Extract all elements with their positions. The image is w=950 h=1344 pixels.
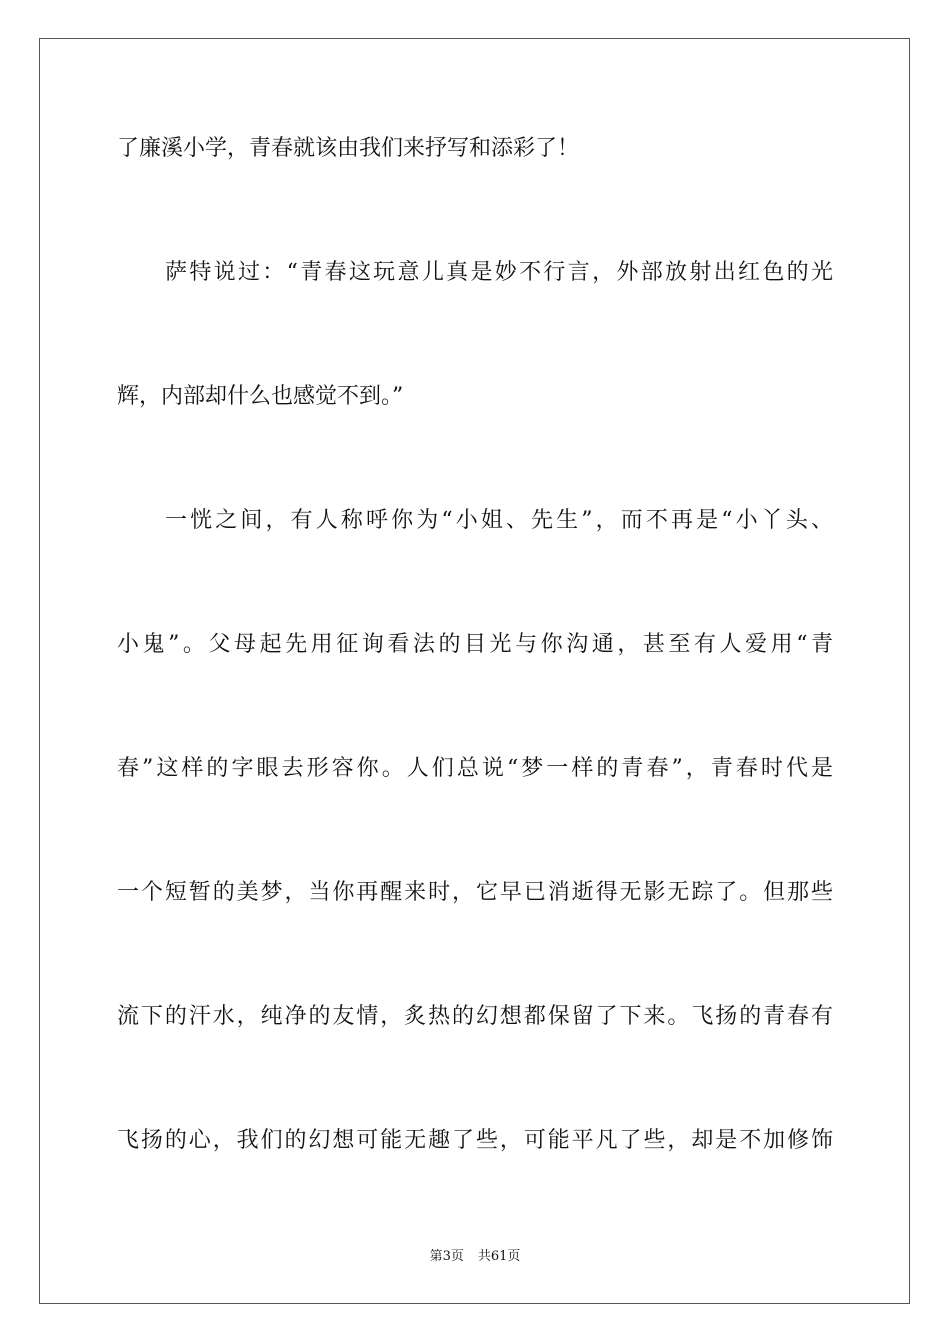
- page-border: [39, 38, 910, 1304]
- body-line-9: 飞扬的心，我们的幻想可能无趣了些，可能平凡了些，却是不加修饰: [117, 1128, 833, 1153]
- page-footer: [0, 1248, 950, 1266]
- body-line-7: 一个短暂的美梦，当你再醒来时，它早已消逝得无影无踪了。但那些: [117, 880, 833, 905]
- page-number: 第3页: [429, 1249, 464, 1264]
- body-line-2: 萨特说过：“青春这玩意儿真是妙不行言，外部放射出红色的光: [165, 260, 833, 285]
- body-line-8: 流下的汗水，纯净的友情，炙热的幻想都保留了下来。飞扬的青春有: [117, 1004, 833, 1029]
- body-line-4: 一恍之间，有人称呼你为“小姐、先生”，而不再是“小丫头、: [165, 508, 833, 533]
- body-line-3: 辉，内部却什么也感觉不到。”: [117, 384, 404, 409]
- body-line-1: 了廉溪小学，青春就该由我们来抒写和添彩了！: [117, 136, 580, 161]
- body-line-5: 小鬼”。父母起先用征询看法的目光与你沟通，甚至有人爱用“青: [117, 632, 833, 657]
- page-total: 共61页: [477, 1249, 521, 1264]
- body-line-6: 春”这样的字眼去形容你。人们总说“梦一样的青春”，青春时代是: [117, 756, 833, 781]
